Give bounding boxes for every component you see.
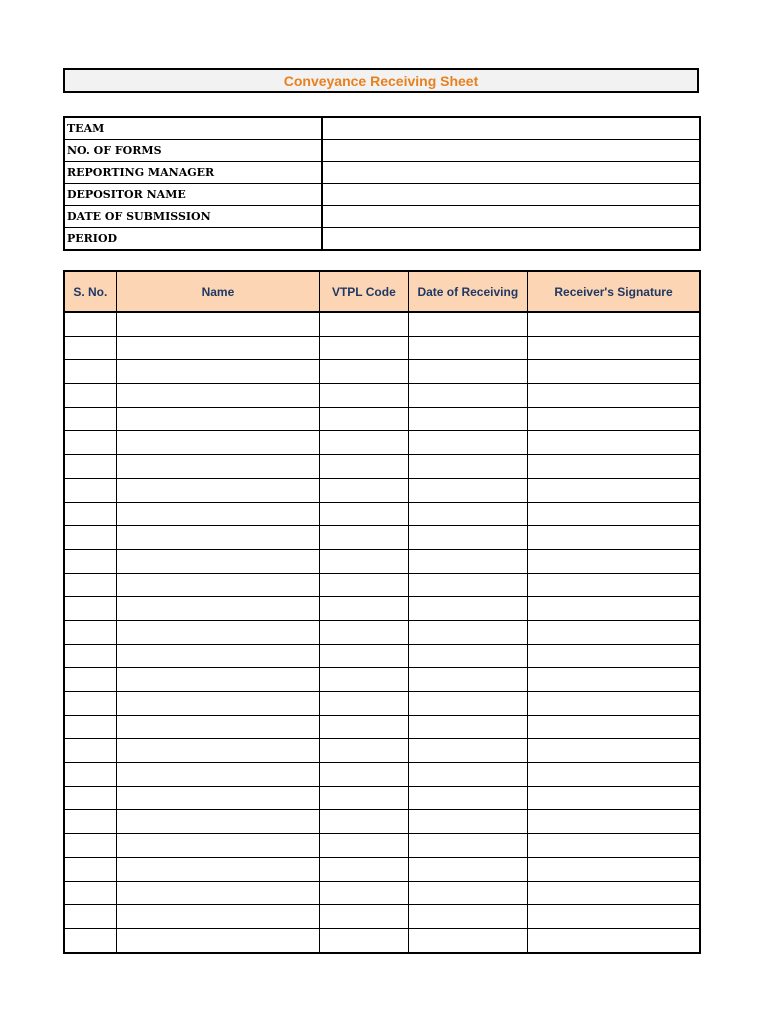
table-row bbox=[64, 644, 700, 668]
cell-name[interactable] bbox=[116, 573, 319, 597]
cell-sno[interactable] bbox=[64, 763, 116, 787]
cell-vtpl-code[interactable] bbox=[320, 502, 408, 526]
info-label: PERIOD bbox=[64, 228, 322, 251]
info-label: TEAM bbox=[64, 117, 322, 140]
cell-date-of-receiving[interactable] bbox=[408, 810, 527, 834]
table-row bbox=[64, 928, 700, 952]
cell-date-of-receiving[interactable] bbox=[408, 526, 527, 550]
table-row bbox=[64, 478, 700, 502]
table-row bbox=[64, 668, 700, 692]
cell-name[interactable] bbox=[116, 312, 319, 336]
header-receivers-signature: Receiver's Signature bbox=[528, 271, 700, 312]
cell-name[interactable] bbox=[116, 810, 319, 834]
cell-name[interactable] bbox=[116, 715, 319, 739]
cell-sno[interactable] bbox=[64, 549, 116, 573]
table-row bbox=[64, 597, 700, 621]
cell-sno[interactable] bbox=[64, 739, 116, 763]
cell-sno[interactable] bbox=[64, 715, 116, 739]
table-row bbox=[64, 549, 700, 573]
cell-name[interactable] bbox=[116, 384, 319, 408]
table-row bbox=[64, 763, 700, 787]
cell-sno[interactable] bbox=[64, 905, 116, 929]
cell-name[interactable] bbox=[116, 407, 319, 431]
cell-sno[interactable] bbox=[64, 786, 116, 810]
cell-receivers-signature[interactable] bbox=[528, 597, 700, 621]
cell-vtpl-code[interactable] bbox=[320, 573, 408, 597]
cell-vtpl-code[interactable] bbox=[320, 384, 408, 408]
cell-vtpl-code[interactable] bbox=[320, 360, 408, 384]
table-row bbox=[64, 360, 700, 384]
cell-sno[interactable] bbox=[64, 455, 116, 479]
info-value-field[interactable] bbox=[322, 206, 700, 228]
cell-date-of-receiving[interactable] bbox=[408, 312, 527, 336]
cell-name[interactable] bbox=[116, 857, 319, 881]
table-row bbox=[64, 905, 700, 929]
cell-receivers-signature[interactable] bbox=[528, 431, 700, 455]
table-row bbox=[64, 881, 700, 905]
info-label: DATE OF SUBMISSION bbox=[64, 206, 322, 228]
cell-date-of-receiving[interactable] bbox=[408, 407, 527, 431]
cell-date-of-receiving[interactable] bbox=[408, 881, 527, 905]
cell-name[interactable] bbox=[116, 455, 319, 479]
cell-receivers-signature[interactable] bbox=[528, 360, 700, 384]
cell-date-of-receiving[interactable] bbox=[408, 668, 527, 692]
cell-name[interactable] bbox=[116, 360, 319, 384]
table-row bbox=[64, 312, 700, 336]
cell-name[interactable] bbox=[116, 834, 319, 858]
cell-sno[interactable] bbox=[64, 478, 116, 502]
sheet-title-bar bbox=[63, 68, 699, 93]
cell-vtpl-code[interactable] bbox=[320, 336, 408, 360]
cell-name[interactable] bbox=[116, 526, 319, 550]
cell-date-of-receiving[interactable] bbox=[408, 549, 527, 573]
cell-vtpl-code[interactable] bbox=[320, 620, 408, 644]
cell-vtpl-code[interactable] bbox=[320, 692, 408, 716]
cell-receivers-signature[interactable] bbox=[528, 763, 700, 787]
cell-vtpl-code[interactable] bbox=[320, 857, 408, 881]
cell-receivers-signature[interactable] bbox=[528, 905, 700, 929]
table-row bbox=[64, 455, 700, 479]
header-name: Name bbox=[116, 271, 319, 312]
cell-vtpl-code[interactable] bbox=[320, 905, 408, 929]
table-row bbox=[64, 384, 700, 408]
cell-receivers-signature[interactable] bbox=[528, 715, 700, 739]
cell-date-of-receiving[interactable] bbox=[408, 384, 527, 408]
cell-sno[interactable] bbox=[64, 620, 116, 644]
cell-vtpl-code[interactable] bbox=[320, 928, 408, 952]
cell-name[interactable] bbox=[116, 739, 319, 763]
cell-date-of-receiving[interactable] bbox=[408, 905, 527, 929]
header-date-of-receiving: Date of Receiving bbox=[408, 271, 527, 312]
info-table bbox=[63, 116, 701, 251]
cell-receivers-signature[interactable] bbox=[528, 478, 700, 502]
table-row bbox=[64, 834, 700, 858]
cell-sno[interactable] bbox=[64, 312, 116, 336]
cell-name[interactable] bbox=[116, 620, 319, 644]
cell-name[interactable] bbox=[116, 763, 319, 787]
table-row bbox=[64, 573, 700, 597]
cell-sno[interactable] bbox=[64, 928, 116, 952]
info-label: DEPOSITOR NAME bbox=[64, 184, 322, 206]
cell-name[interactable] bbox=[116, 644, 319, 668]
receiving-table bbox=[63, 270, 701, 954]
cell-date-of-receiving[interactable] bbox=[408, 455, 527, 479]
table-header-row bbox=[64, 271, 700, 312]
cell-name[interactable] bbox=[116, 928, 319, 952]
cell-sno[interactable] bbox=[64, 573, 116, 597]
cell-sno[interactable] bbox=[64, 668, 116, 692]
cell-receivers-signature[interactable] bbox=[528, 881, 700, 905]
cell-receivers-signature[interactable] bbox=[528, 526, 700, 550]
cell-vtpl-code[interactable] bbox=[320, 526, 408, 550]
info-value-field[interactable] bbox=[322, 117, 700, 140]
cell-vtpl-code[interactable] bbox=[320, 549, 408, 573]
cell-date-of-receiving[interactable] bbox=[408, 692, 527, 716]
info-row bbox=[64, 117, 700, 140]
table-row bbox=[64, 739, 700, 763]
cell-vtpl-code[interactable] bbox=[320, 455, 408, 479]
cell-receivers-signature[interactable] bbox=[528, 692, 700, 716]
cell-receivers-signature[interactable] bbox=[528, 668, 700, 692]
cell-name[interactable] bbox=[116, 597, 319, 621]
cell-vtpl-code[interactable] bbox=[320, 739, 408, 763]
cell-receivers-signature[interactable] bbox=[528, 336, 700, 360]
cell-date-of-receiving[interactable] bbox=[408, 644, 527, 668]
cell-sno[interactable] bbox=[64, 834, 116, 858]
info-value-field[interactable] bbox=[322, 162, 700, 184]
cell-name[interactable] bbox=[116, 881, 319, 905]
cell-sno[interactable] bbox=[64, 644, 116, 668]
cell-receivers-signature[interactable] bbox=[528, 573, 700, 597]
cell-name[interactable] bbox=[116, 336, 319, 360]
cell-receivers-signature[interactable] bbox=[528, 312, 700, 336]
cell-name[interactable] bbox=[116, 502, 319, 526]
cell-vtpl-code[interactable] bbox=[320, 312, 408, 336]
cell-name[interactable] bbox=[116, 478, 319, 502]
table-row bbox=[64, 810, 700, 834]
cell-vtpl-code[interactable] bbox=[320, 715, 408, 739]
cell-date-of-receiving[interactable] bbox=[408, 857, 527, 881]
sheet-title: Conveyance Receiving Sheet bbox=[283, 72, 479, 89]
cell-sno[interactable] bbox=[64, 692, 116, 716]
cell-name[interactable] bbox=[116, 786, 319, 810]
cell-vtpl-code[interactable] bbox=[320, 834, 408, 858]
table-row bbox=[64, 502, 700, 526]
cell-name[interactable] bbox=[116, 905, 319, 929]
table-row bbox=[64, 431, 700, 455]
cell-vtpl-code[interactable] bbox=[320, 763, 408, 787]
cell-date-of-receiving[interactable] bbox=[408, 620, 527, 644]
info-value-field[interactable] bbox=[322, 184, 700, 206]
info-value-field[interactable] bbox=[322, 228, 700, 251]
cell-date-of-receiving[interactable] bbox=[408, 715, 527, 739]
cell-date-of-receiving[interactable] bbox=[408, 597, 527, 621]
cell-date-of-receiving[interactable] bbox=[408, 739, 527, 763]
cell-sno[interactable] bbox=[64, 407, 116, 431]
cell-sno[interactable] bbox=[64, 384, 116, 408]
cell-date-of-receiving[interactable] bbox=[408, 763, 527, 787]
table-row bbox=[64, 526, 700, 550]
info-label: NO. OF FORMS bbox=[64, 140, 322, 162]
table-row bbox=[64, 336, 700, 360]
table-row bbox=[64, 715, 700, 739]
cell-sno[interactable] bbox=[64, 857, 116, 881]
cell-sno[interactable] bbox=[64, 881, 116, 905]
info-row bbox=[64, 162, 700, 184]
cell-date-of-receiving[interactable] bbox=[408, 928, 527, 952]
cell-vtpl-code[interactable] bbox=[320, 668, 408, 692]
cell-receivers-signature[interactable] bbox=[528, 786, 700, 810]
cell-sno[interactable] bbox=[64, 810, 116, 834]
cell-sno[interactable] bbox=[64, 502, 116, 526]
cell-date-of-receiving[interactable] bbox=[408, 360, 527, 384]
table-row bbox=[64, 692, 700, 716]
header-vtpl-code: VTPL Code bbox=[320, 271, 408, 312]
cell-vtpl-code[interactable] bbox=[320, 786, 408, 810]
cell-date-of-receiving[interactable] bbox=[408, 431, 527, 455]
cell-sno[interactable] bbox=[64, 597, 116, 621]
cell-vtpl-code[interactable] bbox=[320, 407, 408, 431]
info-row bbox=[64, 184, 700, 206]
cell-receivers-signature[interactable] bbox=[528, 644, 700, 668]
info-value-field[interactable] bbox=[322, 140, 700, 162]
cell-date-of-receiving[interactable] bbox=[408, 502, 527, 526]
cell-date-of-receiving[interactable] bbox=[408, 834, 527, 858]
cell-receivers-signature[interactable] bbox=[528, 857, 700, 881]
cell-receivers-signature[interactable] bbox=[528, 834, 700, 858]
cell-receivers-signature[interactable] bbox=[528, 810, 700, 834]
info-row bbox=[64, 140, 700, 162]
cell-date-of-receiving[interactable] bbox=[408, 336, 527, 360]
cell-receivers-signature[interactable] bbox=[528, 502, 700, 526]
table-row bbox=[64, 620, 700, 644]
cell-receivers-signature[interactable] bbox=[528, 928, 700, 952]
cell-date-of-receiving[interactable] bbox=[408, 786, 527, 810]
cell-sno[interactable] bbox=[64, 360, 116, 384]
cell-vtpl-code[interactable] bbox=[320, 881, 408, 905]
cell-sno[interactable] bbox=[64, 526, 116, 550]
cell-vtpl-code[interactable] bbox=[320, 644, 408, 668]
cell-name[interactable] bbox=[116, 692, 319, 716]
cell-name[interactable] bbox=[116, 431, 319, 455]
table-row bbox=[64, 407, 700, 431]
cell-vtpl-code[interactable] bbox=[320, 597, 408, 621]
table-row bbox=[64, 857, 700, 881]
cell-receivers-signature[interactable] bbox=[528, 549, 700, 573]
cell-name[interactable] bbox=[116, 549, 319, 573]
cell-vtpl-code[interactable] bbox=[320, 478, 408, 502]
cell-vtpl-code[interactable] bbox=[320, 810, 408, 834]
cell-receivers-signature[interactable] bbox=[528, 455, 700, 479]
cell-receivers-signature[interactable] bbox=[528, 384, 700, 408]
cell-vtpl-code[interactable] bbox=[320, 431, 408, 455]
info-row bbox=[64, 206, 700, 228]
info-row bbox=[64, 228, 700, 251]
cell-receivers-signature[interactable] bbox=[528, 620, 700, 644]
info-label: REPORTING MANAGER bbox=[64, 162, 322, 184]
cell-sno[interactable] bbox=[64, 336, 116, 360]
cell-name[interactable] bbox=[116, 668, 319, 692]
cell-sno[interactable] bbox=[64, 431, 116, 455]
cell-date-of-receiving[interactable] bbox=[408, 478, 527, 502]
header-sno: S. No. bbox=[64, 271, 116, 312]
cell-date-of-receiving[interactable] bbox=[408, 573, 527, 597]
cell-receivers-signature[interactable] bbox=[528, 739, 700, 763]
cell-receivers-signature[interactable] bbox=[528, 407, 700, 431]
table-row bbox=[64, 786, 700, 810]
